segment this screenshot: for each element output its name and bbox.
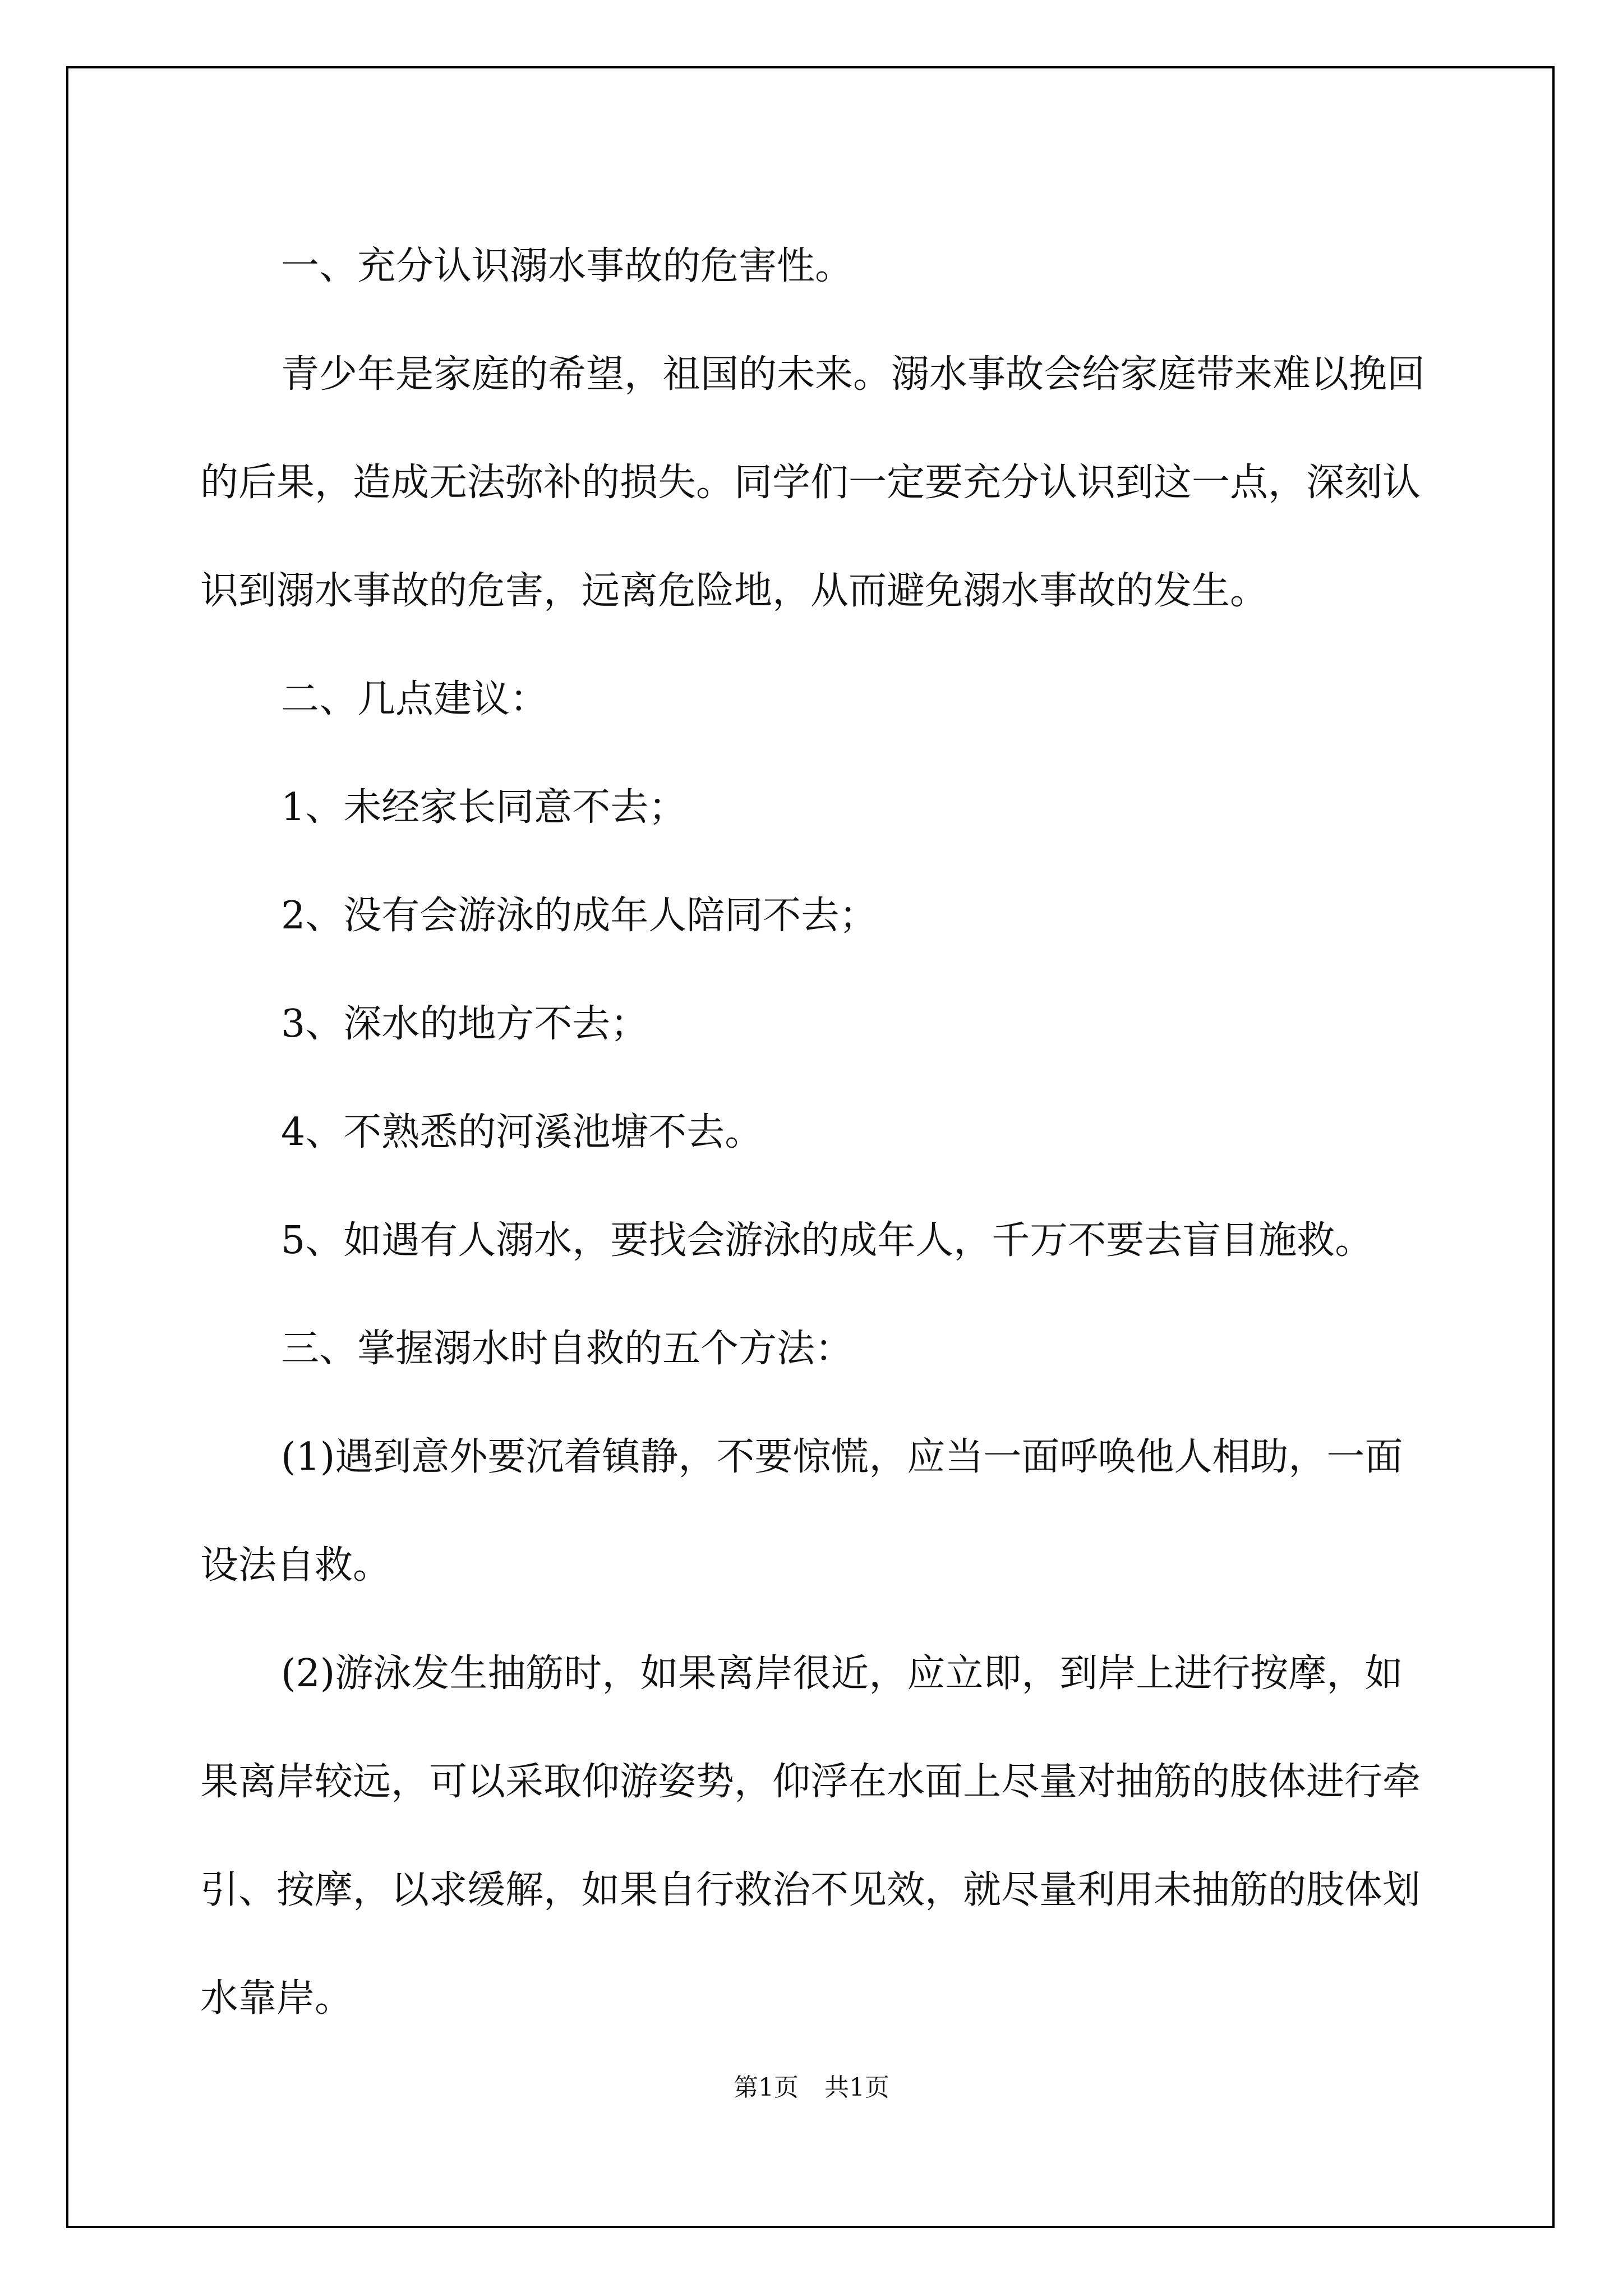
paragraph-intro: 青少年是家庭的希望，祖国的未来。溺水事故会给家庭带来难以挽回的后果，造成无法弥补的损失。同学们一定要充分认识到这一点，深刻认识到溺水事故的危害，远离危险地，从而避免溺水事故的发生。: [200, 352, 1426, 613]
document-body: [200, 212, 1440, 2053]
section-heading-2: 二、几点建议：: [281, 677, 548, 721]
list-item: 1、未经家长同意不去；: [281, 785, 687, 830]
page-total: 共1页: [824, 2073, 889, 2102]
list-item: 4、不熟悉的河溪池塘不去。: [281, 1110, 763, 1154]
page-footer: [0, 2067, 1623, 2103]
section-heading-1: 一、充分认识溺水事故的危害性。: [281, 244, 854, 288]
method-paragraph: (1)遇到意外要沉着镇静，不要惊慌，应当一面呼唤他人相助，一面设法自救。: [200, 1435, 1403, 1588]
page-number: 第1页: [734, 2073, 799, 2102]
section-heading-3: 三、掌握溺水时自救的五个方法：: [281, 1327, 854, 1371]
list-item: 2、没有会游泳的成年人陪同不去；: [281, 894, 878, 938]
list-item: 5、如遇有人溺水，要找会游泳的成年人，千万不要去盲目施救。: [281, 1218, 1373, 1263]
method-paragraph: (2)游泳发生抽筋时，如果离岸很近，应立即，到岸上进行按摩，如果离岸较远，可以采取仰游姿势，仰浮在水面上尽量对抽筋的肢体进行牵引、按摩，以求缓解，如果自行救治不见效，就尽量利用未抽筋的肢体划水靠岸。: [200, 1651, 1421, 2021]
list-item: 3、深水的地方不去；: [281, 1002, 649, 1046]
